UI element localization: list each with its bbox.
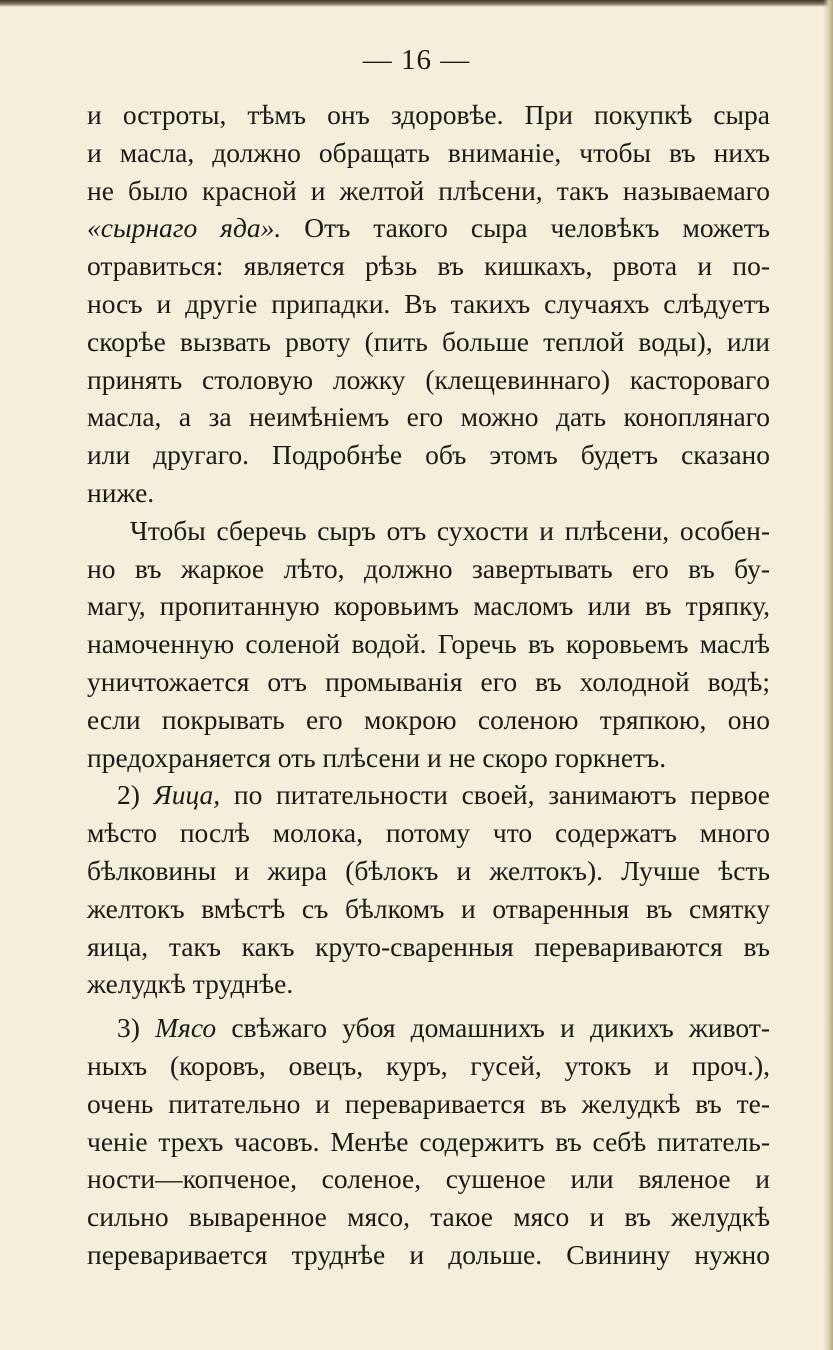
text-line-rest: свѣжаго убоя домашнихъ и дикихъ живот- <box>216 1012 770 1044</box>
text-line: бѣлковины и жира (бѣлокъ и желтокъ). Лучше ѣсть <box>87 854 770 886</box>
page-number: — 16 — <box>362 44 471 76</box>
text-line: носъ и другіе припадки. Въ такихъ случаяхъ слѣдуетъ <box>87 287 770 319</box>
italic-term: Яица, <box>153 779 221 811</box>
text-line: очень питательно и переваривается въ желудкѣ въ те- <box>87 1087 770 1119</box>
text-line <box>87 776 770 814</box>
text-line: отравиться: является рѣзь въ кишкахъ, рвота и по- <box>87 250 770 282</box>
text-line: уничтожается отъ промыванія его въ холодной водѣ; <box>87 665 770 697</box>
text-line: желтокъ вмѣстѣ съ бѣлкомъ и отваренныя въ смятку <box>87 892 770 924</box>
text-line: ниже. <box>87 476 155 508</box>
text-line: ченіе трехъ часовъ. Менѣе содержитъ въ себѣ питатель- <box>87 1125 770 1157</box>
text-line: мѣсто послѣ молока, потому что содержатъ много <box>87 817 770 849</box>
text-line: но въ жаркое лѣто, должно завертывать его въ бу- <box>87 552 770 584</box>
text-line: если покрывать его мокрою соленою тряпкою, оно <box>87 703 770 735</box>
body-text <box>87 96 770 1274</box>
list-number: 2) <box>117 779 140 811</box>
text-line: яица, такъ какъ круто-сваренныя перевариваются въ <box>87 930 770 962</box>
text-line: желудкѣ труднѣе. <box>87 968 294 1000</box>
text-line: принять столовую ложку (клещевиннаго) касторовагo <box>87 363 770 395</box>
text-line: магу, пропитанную коровьимъ масломъ или въ тряпку, <box>87 590 770 622</box>
text-line: и масла, должно обращать вниманіе, чтобы въ нихъ <box>87 136 770 168</box>
text-line: скорѣе вызвать рвоту (пить больше теплой воды), или <box>87 325 770 357</box>
text-line: масла, а за неимѣніемъ его можно дать конoплянаго <box>87 401 770 433</box>
text-line: Чтобы сберечь сыръ отъ сухости и плѣсени, особен- <box>130 514 770 546</box>
text-line-rest: Отъ такого сыра человѣкъ можетъ <box>281 212 770 244</box>
text-line: намоченную соленой водой. Горечь въ коровьемъ маслѣ <box>87 628 770 660</box>
text-line <box>87 209 770 247</box>
italic-term: «сырнаго яда». <box>87 212 282 244</box>
italic-term: Мясо <box>155 1012 217 1044</box>
text-line: или другаго. Подробнѣе объ этомъ будетъ сказано <box>87 439 770 471</box>
list-number: 3) <box>117 1012 140 1044</box>
text-line: ности—копченое, соленое, сушеное или вяленое и <box>87 1163 770 1195</box>
text-line: сильно вываренное мясо, такое мясо и въ желудкѣ <box>87 1201 770 1233</box>
page-right-edge-shadow <box>823 0 833 1350</box>
text-line: не было красной и желтой плѣсени, такъ называемаго <box>87 174 770 206</box>
text-line: ныхъ (коровъ, овецъ, куръ, гусей, утокъ и проч.), <box>87 1049 770 1081</box>
text-line: переваривается труднѣе и дольше. Свинину нужно <box>87 1238 770 1270</box>
text-line-rest: по питательности своей, занимаютъ первое <box>220 779 770 811</box>
text-line <box>87 1009 770 1047</box>
text-line: предохраняется оть плѣсени и не скоро горкнетъ. <box>87 741 667 773</box>
text-line: и остроты, тѣмъ онъ здоровѣе. При покупкѣ сыра <box>87 99 770 130</box>
page-top-edge-shadow <box>0 0 833 7</box>
